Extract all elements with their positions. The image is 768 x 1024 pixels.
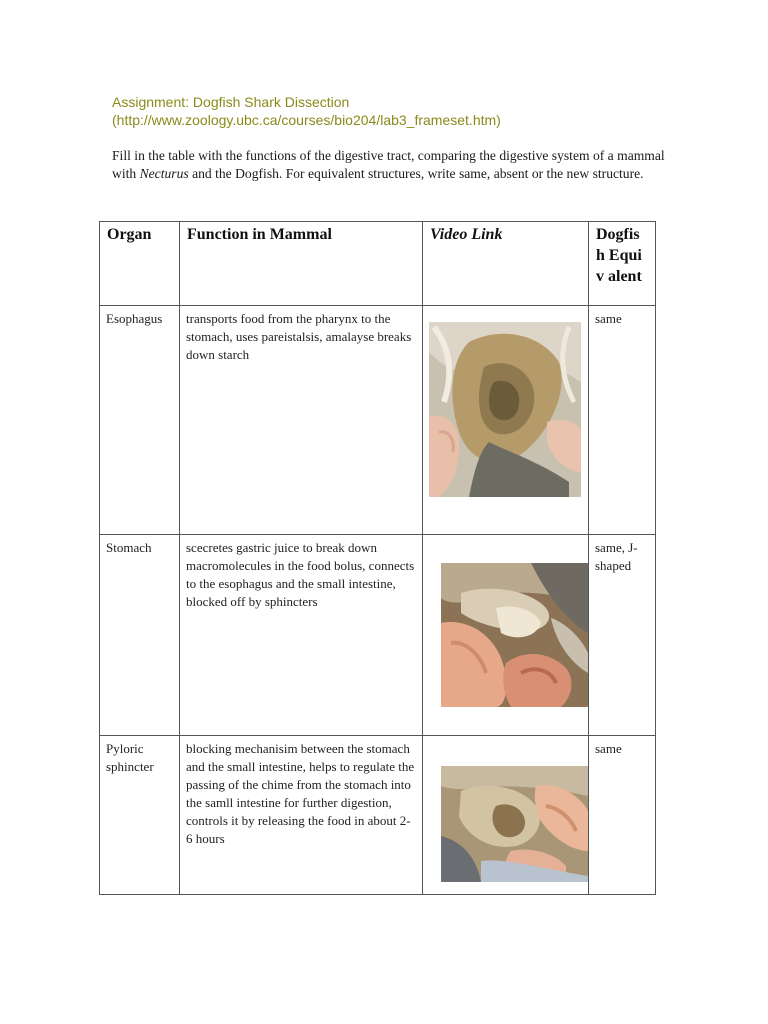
cell-organ: Esophagus <box>100 306 180 535</box>
header-function: Function in Mammal <box>180 222 423 306</box>
assignment-url[interactable]: (http://www.zoology.ubc.ca/courses/bio204/lab3_frameset.htm) <box>112 112 501 128</box>
cell-function: scecretes gastric juice to break down macromolecules in the food bolus, connects to the esophagus and the small intestine, blocked off by sphincters <box>180 535 423 736</box>
instructions-part2: and the Dogfish. For equivalent structures, write same, absent or the new structure. <box>188 166 644 181</box>
assignment-header <box>112 93 732 129</box>
header-organ: Organ <box>100 222 180 306</box>
header-video-link: Video Link <box>423 222 589 306</box>
cell-equivalent: same <box>589 736 656 895</box>
header-dogfish-equivalent: Dogfis h Equiv alent <box>589 222 656 306</box>
dissection-photo-esophagus[interactable] <box>429 322 581 497</box>
cell-equivalent: same, J-shaped <box>589 535 656 736</box>
dissection-photo-stomach[interactable] <box>441 563 588 707</box>
dissection-photo-pyloric-sphincter[interactable] <box>441 766 588 882</box>
instructions-italic: Necturus <box>139 166 189 181</box>
table-header-row <box>100 222 656 306</box>
cell-organ: Pyloric sphincter <box>100 736 180 895</box>
cell-function: transports food from the pharynx to the stomach, uses pareistalsis, amalayse breaks down starch <box>180 306 423 535</box>
instructions <box>112 147 672 183</box>
cell-equivalent: same <box>589 306 656 535</box>
cell-function: blocking mechanisim between the stomach and the small intestine, helps to regulate the passing of the chime from the stomach into the samll intestine for further digestion, controls it by releasing the food in about 2-6 hours <box>180 736 423 895</box>
cell-organ: Stomach <box>100 535 180 736</box>
assignment-title: Assignment: Dogfish Shark Dissection <box>112 94 350 110</box>
instructions-part1: Fill in the table with the functions of the digestive tract, comparing the digestive system of a mammal with <box>112 148 665 181</box>
